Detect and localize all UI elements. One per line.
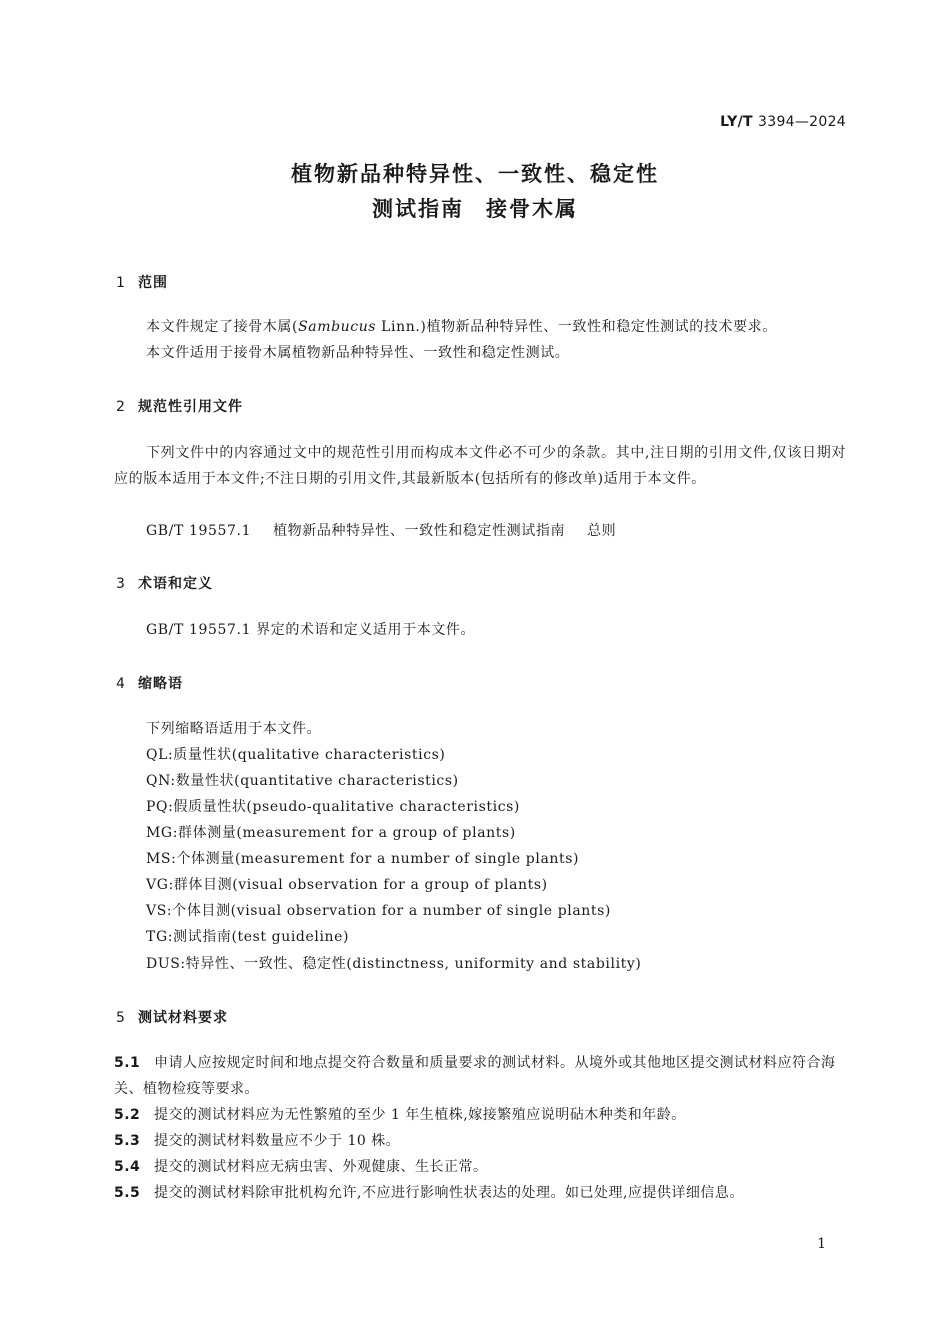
section-number: 3 <box>116 576 126 592</box>
abbreviation-item: MG:群体测量(measurement for a group of plants) <box>146 825 516 841</box>
title-genus: 接骨木属 <box>486 197 578 221</box>
abbreviations-intro: 下列缩略语适用于本文件。 <box>146 721 322 737</box>
requirement-item <box>114 1154 846 1180</box>
document-code-number: 3394—2024 <box>758 114 846 130</box>
section-title: 缩略语 <box>138 676 183 692</box>
abbreviation-item: QL:质量性状(qualitative characteristics) <box>146 747 446 763</box>
terms-paragraph: GB/T 19557.1 界定的术语和定义适用于本文件。 <box>146 622 476 638</box>
section-title: 术语和定义 <box>138 576 213 592</box>
clause-number: 5.2 <box>114 1107 141 1123</box>
document-title-line1: 植物新品种特异性、一致性、稳定性 <box>291 162 659 186</box>
scope-text-a: 本文件规定了接骨木属( <box>146 319 299 335</box>
section-2-heading <box>116 396 243 416</box>
section-title: 测试材料要求 <box>138 1010 228 1026</box>
reference-entry <box>146 522 616 540</box>
abbreviation-item: VS:个体目测(visual observation for a number of single plants) <box>146 903 611 919</box>
abbreviation-item: VG:群体目测(visual observation for a group of plants) <box>146 877 548 893</box>
abbreviation-item: TG:测试指南(test guideline) <box>146 929 350 945</box>
abbreviation-item: MS:个体测量(measurement for a number of single plants) <box>146 851 580 867</box>
clause-text: 提交的测试材料应为无性繁殖的至少 1 年生植株,嫁接繁殖应说明砧木种类和年龄。 <box>154 1107 686 1123</box>
section-5-heading <box>116 1007 228 1027</box>
requirement-item <box>114 1102 846 1128</box>
section-4-heading <box>116 673 183 693</box>
clause-text: 申请人应按规定时间和地点提交符合数量和质量要求的测试材料。从境外或其他地区提交测试材料应符合海关、植物检疫等要求。 <box>114 1055 836 1097</box>
reference-suffix: 总则 <box>587 523 617 539</box>
section-3-heading <box>116 573 213 593</box>
section-number: 2 <box>116 399 126 415</box>
section-number: 5 <box>116 1010 126 1026</box>
section-number: 4 <box>116 676 126 692</box>
reference-title: 植物新品种特异性、一致性和稳定性测试指南 <box>273 523 566 539</box>
title-guide: 测试指南 <box>372 197 464 221</box>
scope-paragraph-1 <box>146 318 777 336</box>
clause-number: 5.5 <box>114 1185 141 1201</box>
clause-text: 提交的测试材料应无病虫害、外观健康、生长正常。 <box>154 1159 488 1175</box>
section-title: 规范性引用文件 <box>138 399 243 415</box>
requirement-item <box>114 1128 846 1154</box>
normative-references-paragraph: 下列文件中的内容通过文中的规范性引用而构成本文件必不可少的条款。其中,注日期的引用文件,仅该日期对应的版本适用于本文件;不注日期的引用文件,其最新版本(包括所有的修改单)适用于本文件。 <box>114 445 846 487</box>
clause-number: 5.1 <box>114 1055 141 1071</box>
abbreviation-item: DUS:特异性、一致性、稳定性(distinctness, uniformity and stability) <box>146 956 642 972</box>
section-title: 范围 <box>138 275 168 291</box>
requirement-item <box>114 1050 846 1102</box>
document-code-prefix: LY/T <box>720 114 753 130</box>
abbreviation-item: QN:数量性状(quantitative characteristics) <box>146 773 459 789</box>
requirement-item <box>114 1180 846 1206</box>
abbreviation-item: PQ:假质量性状(pseudo-qualitative characteristics) <box>146 799 520 815</box>
section-1-heading <box>116 272 168 292</box>
section-number: 1 <box>116 275 126 291</box>
reference-code: GB/T 19557.1 <box>146 523 252 539</box>
clause-text: 提交的测试材料数量应不少于 10 株。 <box>154 1133 401 1149</box>
document-title-line2 <box>0 193 950 223</box>
scope-latin-genus: Sambucus <box>298 319 377 335</box>
document-code <box>720 114 846 130</box>
scope-text-b: Linn.)植物新品种特异性、一致性和稳定性测试的技术要求。 <box>376 319 777 335</box>
page-number: 1 <box>817 1236 826 1252</box>
clause-number: 5.4 <box>114 1159 141 1175</box>
clause-number: 5.3 <box>114 1133 141 1149</box>
clause-text: 提交的测试材料除审批机构允许,不应进行影响性状表达的处理。如已处理,应提供详细信息。 <box>154 1185 744 1201</box>
scope-paragraph-2: 本文件适用于接骨木属植物新品种特异性、一致性和稳定性测试。 <box>146 345 570 361</box>
